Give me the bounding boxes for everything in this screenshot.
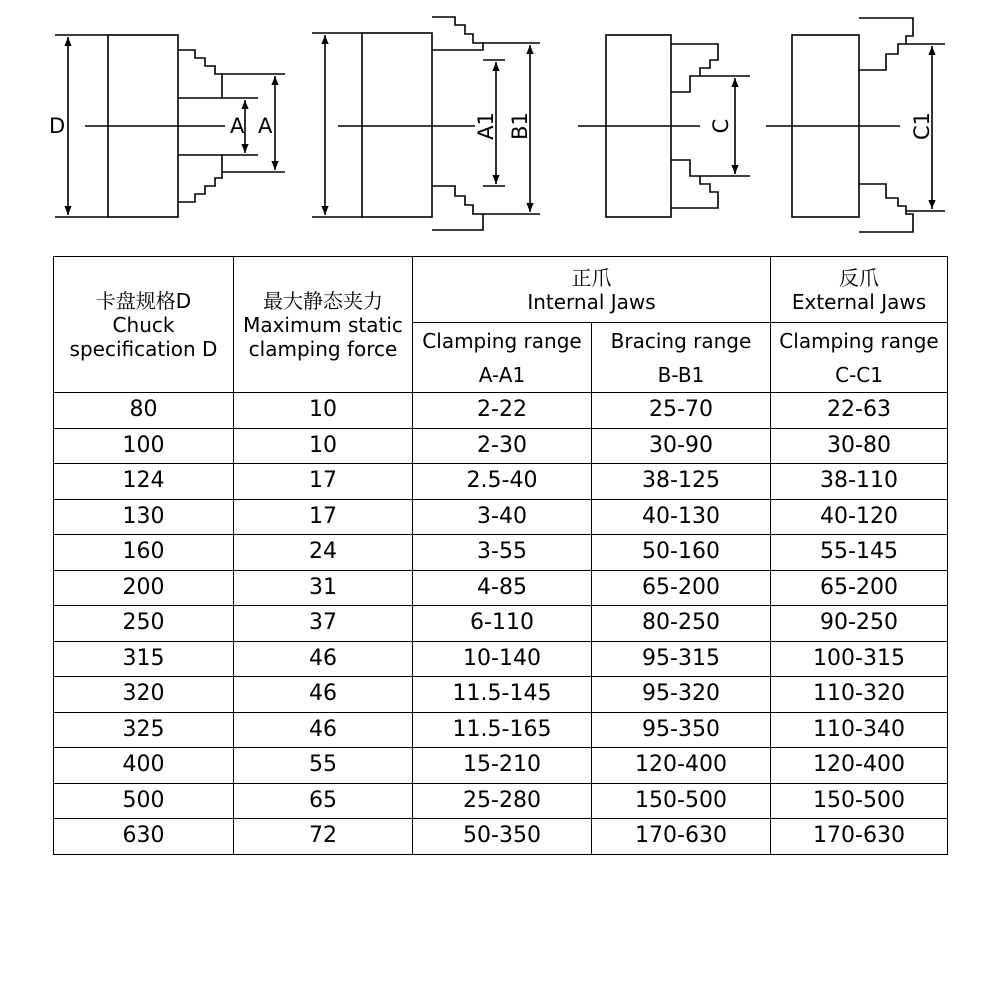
cell-clamping-force: 46 <box>234 712 413 748</box>
header-chuck-spec: 卡盘规格D Chuck specification D <box>54 257 234 393</box>
cell-range-c-c1: 55-145 <box>771 535 948 571</box>
cell-range-b-b1: 80-250 <box>592 606 771 642</box>
cell-chuck-size: 500 <box>54 783 234 819</box>
cell-range-a-a1: 3-55 <box>413 535 592 571</box>
cell-range-a-a1: 4-85 <box>413 570 592 606</box>
cell-range-c-c1: 110-340 <box>771 712 948 748</box>
header-internal-jaws: 正爪 Internal Jaws <box>413 257 771 323</box>
subheader-bracing-range-b: Bracing range B-B1 <box>592 323 771 393</box>
cell-range-b-b1: 95-350 <box>592 712 771 748</box>
cell-clamping-force: 65 <box>234 783 413 819</box>
cell-range-a-a1: 50-350 <box>413 819 592 855</box>
cell-range-b-b1: 95-320 <box>592 677 771 713</box>
header-external-jaws: 反爪 External Jaws <box>771 257 948 323</box>
label-d: D <box>49 114 66 138</box>
cell-range-b-b1: 50-160 <box>592 535 771 571</box>
cell-chuck-size: 124 <box>54 464 234 500</box>
cell-range-a-a1: 2.5-40 <box>413 464 592 500</box>
table-row <box>54 499 948 535</box>
table-row <box>54 748 948 784</box>
cell-range-b-b1: 30-90 <box>592 428 771 464</box>
cell-clamping-force: 17 <box>234 464 413 500</box>
cell-range-a-a1: 2-30 <box>413 428 592 464</box>
cell-range-a-a1: 11.5-145 <box>413 677 592 713</box>
cell-clamping-force: 31 <box>234 570 413 606</box>
cell-chuck-size: 80 <box>54 393 234 429</box>
table-row <box>54 712 948 748</box>
cell-clamping-force: 37 <box>234 606 413 642</box>
cell-range-a-a1: 6-110 <box>413 606 592 642</box>
cell-range-a-a1: 10-140 <box>413 641 592 677</box>
cell-clamping-force: 46 <box>234 641 413 677</box>
cell-range-a-a1: 25-280 <box>413 783 592 819</box>
table-row <box>54 819 948 855</box>
cell-chuck-size: 630 <box>54 819 234 855</box>
cell-range-c-c1: 150-500 <box>771 783 948 819</box>
cell-clamping-force: 10 <box>234 393 413 429</box>
label-a1: A1 <box>474 112 498 140</box>
cell-range-c-c1: 30-80 <box>771 428 948 464</box>
cell-clamping-force: 72 <box>234 819 413 855</box>
cell-range-b-b1: 65-200 <box>592 570 771 606</box>
label-b1: B1 <box>508 112 532 140</box>
cell-clamping-force: 24 <box>234 535 413 571</box>
cell-range-b-b1: 170-630 <box>592 819 771 855</box>
cell-chuck-size: 325 <box>54 712 234 748</box>
cell-chuck-size: 200 <box>54 570 234 606</box>
cell-range-b-b1: 25-70 <box>592 393 771 429</box>
header-clamping-force: 最大静态夹力 Maximum static clamping force <box>234 257 413 393</box>
cell-clamping-force: 10 <box>234 428 413 464</box>
cell-chuck-size: 160 <box>54 535 234 571</box>
diagram-internal-bracing <box>312 17 540 230</box>
subheader-clamping-range-a: Clamping range A-A1 <box>413 323 592 393</box>
cell-range-a-a1: 2-22 <box>413 393 592 429</box>
cell-range-a-a1: 11.5-165 <box>413 712 592 748</box>
table-row <box>54 464 948 500</box>
label-a-outer: A <box>258 114 273 138</box>
table-row <box>54 428 948 464</box>
table-row <box>54 606 948 642</box>
cell-range-c-c1: 110-320 <box>771 677 948 713</box>
cell-clamping-force: 46 <box>234 677 413 713</box>
cell-clamping-force: 55 <box>234 748 413 784</box>
label-c: C <box>709 118 733 134</box>
cell-range-a-a1: 15-210 <box>413 748 592 784</box>
cell-chuck-size: 315 <box>54 641 234 677</box>
cell-range-b-b1: 40-130 <box>592 499 771 535</box>
table-row <box>54 570 948 606</box>
table-row <box>54 677 948 713</box>
cell-range-c-c1: 65-200 <box>771 570 948 606</box>
table-body <box>54 393 948 855</box>
cell-range-a-a1: 3-40 <box>413 499 592 535</box>
label-a-inner: A <box>230 114 245 138</box>
subheader-clamping-range-c: Clamping range C-C1 <box>771 323 948 393</box>
cell-chuck-size: 250 <box>54 606 234 642</box>
cell-range-c-c1: 40-120 <box>771 499 948 535</box>
chuck-jaw-diagrams <box>0 0 1000 250</box>
cell-chuck-size: 320 <box>54 677 234 713</box>
cell-range-b-b1: 120-400 <box>592 748 771 784</box>
table-row <box>54 535 948 571</box>
cell-range-c-c1: 170-630 <box>771 819 948 855</box>
table-row <box>54 783 948 819</box>
cell-chuck-size: 130 <box>54 499 234 535</box>
cell-range-c-c1: 90-250 <box>771 606 948 642</box>
cell-range-c-c1: 120-400 <box>771 748 948 784</box>
diagram-internal-clamping <box>55 35 285 217</box>
cell-range-c-c1: 38-110 <box>771 464 948 500</box>
cell-chuck-size: 100 <box>54 428 234 464</box>
cell-range-c-c1: 22-63 <box>771 393 948 429</box>
table-row <box>54 641 948 677</box>
cell-range-b-b1: 95-315 <box>592 641 771 677</box>
cell-clamping-force: 17 <box>234 499 413 535</box>
cell-range-c-c1: 100-315 <box>771 641 948 677</box>
chuck-spec-table <box>53 256 948 855</box>
table-row <box>54 393 948 429</box>
cell-chuck-size: 400 <box>54 748 234 784</box>
cell-range-b-b1: 38-125 <box>592 464 771 500</box>
cell-range-b-b1: 150-500 <box>592 783 771 819</box>
label-c1: C1 <box>910 111 934 141</box>
